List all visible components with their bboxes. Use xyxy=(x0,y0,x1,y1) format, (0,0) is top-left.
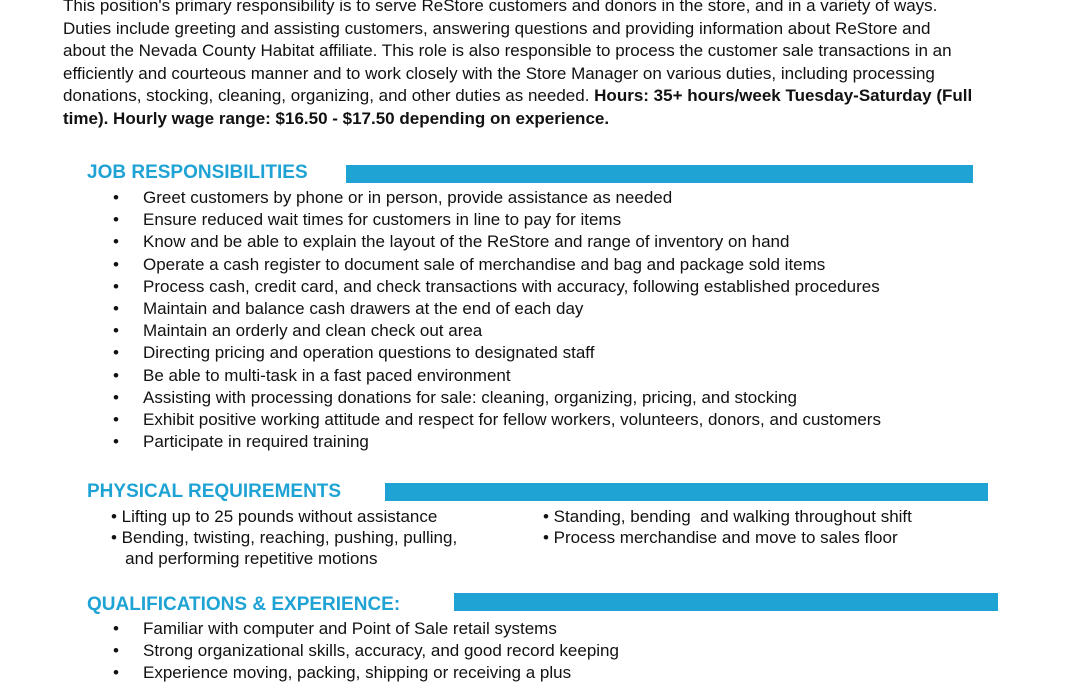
intro-line xyxy=(63,85,1023,108)
bullet-icon: • xyxy=(113,343,119,363)
intro-line: efficiently and courteous manner and to work closely with the Store Manager on various duties, including processing xyxy=(63,63,935,83)
list-item-text: Know and be able to explain the layout of the ReStore and range of inventory on hand xyxy=(143,232,790,252)
list-item-text: Ensure reduced wait times for customers in line to pay for items xyxy=(143,210,622,230)
physical-requirements-right xyxy=(543,506,912,548)
list-item-text: Participate in required training xyxy=(143,432,369,452)
list-item xyxy=(113,640,619,662)
list-item-text: Familiar with computer and Point of Sale retail systems xyxy=(143,619,557,638)
list-item-text: Process cash, credit card, and check transactions with accuracy, following established procedures xyxy=(143,276,880,296)
list-item xyxy=(113,342,881,364)
physical-requirements-heading: PHYSICAL REQUIREMENTS xyxy=(87,481,342,502)
intro-paragraph xyxy=(63,0,1023,130)
bullet-icon: • xyxy=(113,298,119,318)
list-item-text: Strong organizational skills, accuracy, and good record keeping xyxy=(143,641,619,661)
qualifications-heading: QUALIFICATIONS & EXPERIENCE: xyxy=(87,594,401,615)
bullet-icon: • xyxy=(113,276,119,296)
bullet-icon: • xyxy=(113,409,119,429)
list-item xyxy=(113,409,881,431)
bullet-icon: • xyxy=(113,663,119,683)
bullet-icon: • xyxy=(113,188,119,207)
list-item-text: Maintain and balance cash drawers at the end of each day xyxy=(143,298,584,318)
list-item xyxy=(113,254,881,276)
list-item-text: Be able to multi-task in a fast paced environment xyxy=(143,365,511,385)
intro-line: about the Nevada County Habitat affiliate. This role is also responsible to process the customer sale transactions in an xyxy=(63,41,952,60)
list-item xyxy=(113,387,881,409)
list-item-text: Directing pricing and operation questions to designated staff xyxy=(143,343,595,363)
requirement-item: • Process merchandise and move to sales floor xyxy=(543,528,898,547)
bullet-icon: • xyxy=(113,432,119,452)
list-item xyxy=(113,187,881,209)
section-divider-bar xyxy=(454,593,998,611)
list-item-text: Maintain an orderly and clean check out area xyxy=(143,321,483,341)
hours-text: Hours: 35+ hours/week Tuesday-Saturday (Full xyxy=(594,86,973,105)
list-item xyxy=(113,231,881,253)
bullet-icon: • xyxy=(113,321,119,341)
list-item-text: Assisting with processing donations for sale: cleaning, organizing, pricing, and stocking xyxy=(143,387,797,407)
requirement-item: and performing repetitive motions xyxy=(111,549,378,568)
intro-line: Duties include greeting and assisting customers, answering questions and providing information about ReStore and xyxy=(63,18,931,38)
bullet-icon: • xyxy=(113,641,119,661)
intro-text: donations, stocking, cleaning, organizing, and other duties as needed. xyxy=(63,86,595,105)
list-item-text: Operate a cash register to document sale of merchandise and bag and package sold items xyxy=(143,254,826,274)
bullet-icon: • xyxy=(113,619,119,638)
requirement-item: • Lifting up to 25 pounds without assistance xyxy=(111,507,438,526)
bullet-icon: • xyxy=(113,387,119,407)
section-divider-bar xyxy=(385,483,988,501)
requirement-item: • Bending, twisting, reaching, pushing, pulling, xyxy=(111,528,458,547)
bullet-icon: • xyxy=(113,365,119,385)
list-item-text: Exhibit positive working attitude and respect for fellow workers, volunteers, donors, and customers xyxy=(143,409,881,429)
list-item xyxy=(113,618,619,640)
list-item xyxy=(113,320,881,342)
job-responsibilities-list xyxy=(113,187,881,453)
list-item xyxy=(113,298,881,320)
physical-requirements-left xyxy=(111,506,457,569)
bullet-icon: • xyxy=(113,210,119,230)
requirement-item: • Standing, bending and walking throughout shift xyxy=(543,507,912,526)
bullet-icon: • xyxy=(113,254,119,274)
list-item xyxy=(113,662,619,684)
list-item-text: Experience moving, packing, shipping or receiving a plus xyxy=(143,663,572,683)
list-item xyxy=(113,276,881,298)
wage-text: time). Hourly wage range: $16.50 - $17.50 depending on experience. xyxy=(63,108,610,128)
intro-line: This position's primary responsibility is to serve ReStore customers and donors in the store, and in a variety of ways. xyxy=(63,0,938,15)
list-item-text: Greet customers by phone or in person, provide assistance as needed xyxy=(143,188,673,207)
bullet-icon: • xyxy=(113,232,119,252)
list-item xyxy=(113,431,881,453)
section-divider-bar xyxy=(346,165,973,183)
list-item xyxy=(113,365,881,387)
list-item xyxy=(113,209,881,231)
job-responsibilities-heading: JOB RESPONSIBILITIES xyxy=(87,162,308,183)
